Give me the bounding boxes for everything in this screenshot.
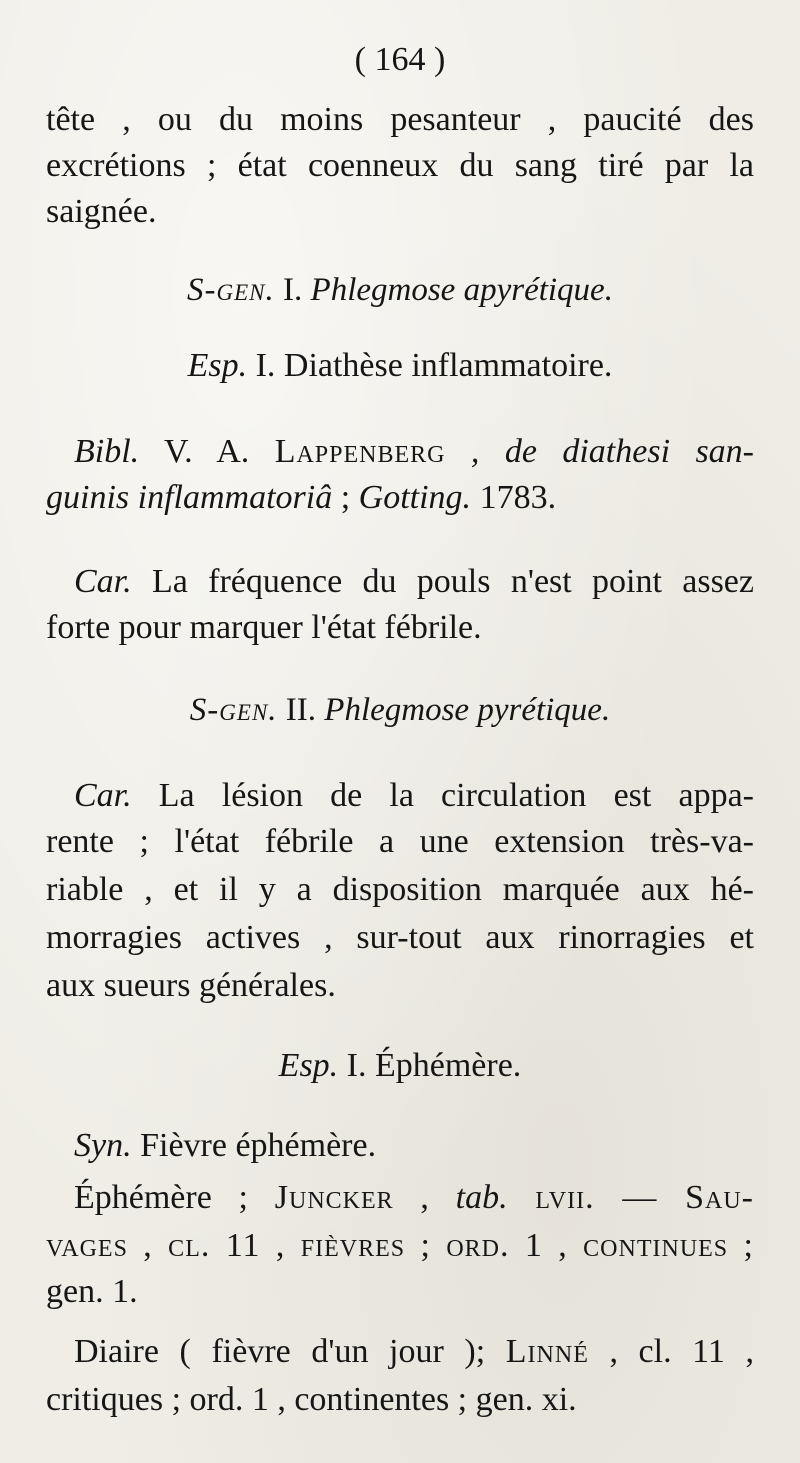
synonym-label: Syn. bbox=[74, 1127, 132, 1164]
bibliography-line bbox=[74, 430, 754, 474]
reference-text: Diaire ( fièvre d'un jour ); bbox=[74, 1333, 506, 1370]
synonym-text: Fièvre éphémère. bbox=[131, 1127, 377, 1164]
subgenus-label: S-gen. bbox=[189, 692, 278, 728]
page-number: ( 164 ) bbox=[354, 41, 446, 78]
paragraph-line: saignée. bbox=[46, 193, 157, 230]
character-line: riable , et il y a disposition marquée aux hé- bbox=[46, 871, 754, 908]
species-heading-2 bbox=[0, 1044, 800, 1088]
bibliography-initials: V. A. bbox=[139, 433, 275, 470]
subgenus-numeral: I. bbox=[274, 272, 311, 308]
bibliography-title: guinis inflammatoriâ bbox=[46, 479, 333, 516]
character-line: rente ; l'état fébrile a une extension très-va- bbox=[46, 823, 754, 860]
bibliography-line bbox=[46, 476, 754, 520]
species-heading-1 bbox=[0, 344, 800, 388]
character-line: forte pour marquer l'état fébrile. bbox=[46, 609, 482, 646]
paragraph-line: excrétions ; état coenneux du sang tiré par la bbox=[46, 147, 754, 184]
reference-text: , cl. 11 , bbox=[588, 1333, 754, 1370]
species-title: I. Éphémère. bbox=[338, 1047, 522, 1084]
character-line: morragies actives , sur-tout aux rinorragies et bbox=[46, 919, 754, 956]
reference-text: Éphémère ; bbox=[74, 1179, 275, 1216]
bibliography-year: 1783. bbox=[471, 479, 557, 516]
reference-line bbox=[74, 1176, 754, 1220]
bibliography-author: Lappenberg bbox=[274, 433, 446, 470]
character-line bbox=[74, 560, 754, 604]
species-title: I. Diathèse inflammatoire. bbox=[247, 347, 613, 384]
reference-text: lvii. — Sau- bbox=[507, 1179, 755, 1216]
subgenus-label: S-gen. bbox=[187, 272, 275, 308]
species-label: Esp. bbox=[278, 1047, 339, 1084]
subgenus-title: Phlegmose apyrétique. bbox=[310, 272, 613, 308]
bibliography-title: , de diathesi san- bbox=[445, 433, 754, 470]
reference-line: critiques ; ord. 1 , continentes ; gen. xi. bbox=[46, 1381, 577, 1418]
reference-line bbox=[74, 1330, 754, 1374]
character-label: Car. bbox=[74, 563, 132, 600]
subgenus-title: Phlegmose pyrétique. bbox=[324, 692, 611, 728]
separator: ; bbox=[332, 479, 359, 516]
character-text: La lésion de la circulation est appa- bbox=[131, 777, 754, 814]
subgenus-numeral: II. bbox=[277, 692, 325, 728]
species-label: Esp. bbox=[187, 347, 248, 384]
reference-tab: tab. bbox=[455, 1179, 508, 1216]
reference-line: gen. 1. bbox=[46, 1273, 138, 1310]
reference-author: Juncker bbox=[274, 1179, 394, 1216]
separator: , bbox=[393, 1179, 456, 1216]
reference-author: Linné bbox=[505, 1333, 589, 1370]
bibliography-label: Bibl. bbox=[74, 433, 140, 470]
character-text: La fréquence du pouls n'est point assez bbox=[131, 563, 754, 600]
character-line: aux sueurs générales. bbox=[46, 967, 336, 1004]
synonym-line bbox=[74, 1124, 754, 1168]
bibliography-place: Gotting. bbox=[358, 479, 472, 516]
paragraph-line: tête , ou du moins pesanteur , paucité des bbox=[46, 101, 754, 138]
reference-line: vages , cl. 11 , fièvres ; ord. 1 , continues ; bbox=[46, 1227, 754, 1264]
character-label: Car. bbox=[74, 777, 132, 814]
subgenus-heading-2 bbox=[0, 688, 800, 732]
character-line bbox=[74, 774, 754, 818]
subgenus-heading-1 bbox=[0, 268, 800, 312]
